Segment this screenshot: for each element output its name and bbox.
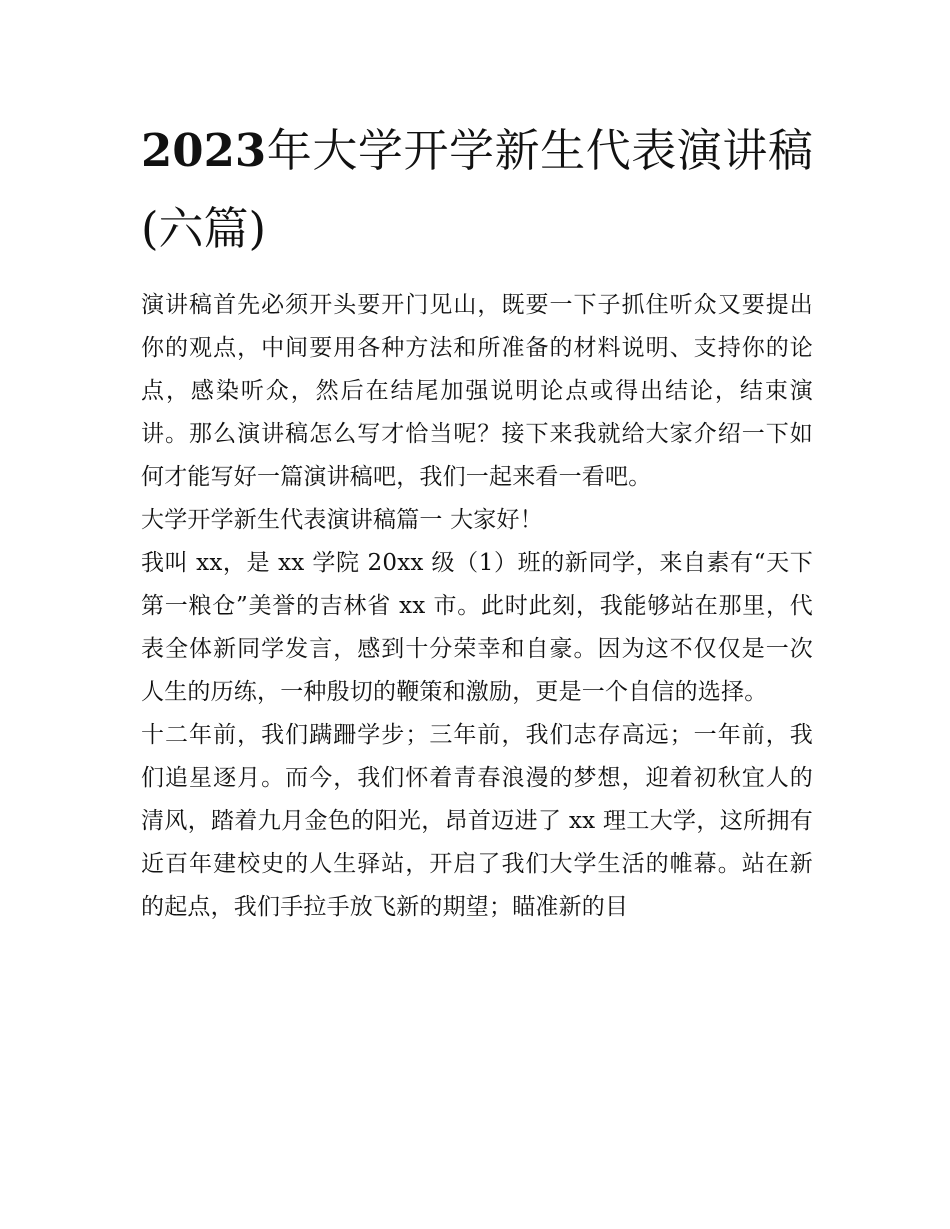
title-text: 年大学开学新生代表演讲稿(六篇)	[141, 124, 813, 255]
paragraph-intro: 演讲稿首先必须开头要开门见山，既要一下子抓住听众又要提出你的观点，中间要用各种方法和所准备的材料说明、支持你的论点，感染听众，然后在结尾加强说明论点或得出结论，结束演讲。那么演讲稿怎么写才恰当呢？接下来我就给大家介绍一下如何才能写好一篇演讲稿吧，我们一起来看一看吧。	[141, 292, 813, 490]
title-year: 2023	[141, 124, 267, 177]
paragraph-section-heading: 大学开学新生代表演讲稿篇一 大家好！	[141, 507, 543, 533]
paragraph-self-introduction: 我叫 xx，是 xx 学院 20xx 级（1）班的新同学，来自素有“天下第一粮仓”美誉的吉林省 xx 市。此时此刻，我能够站在那里，代表全体新同学发言，感到十分荣幸和自豪。因为这不仅仅是一次人生的历练，一种殷切的鞭策和激励，更是一个自信的选择。	[141, 550, 813, 705]
document-content	[141, 112, 813, 929]
paragraph-journey: 十二年前，我们蹒跚学步；三年前，我们志存高远；一年前，我们追星逐月。而今，我们怀着青春浪漫的梦想，迎着初秋宜人的清风，踏着九月金色的阳光，昂首迈进了 xx 理工大学，这所拥有近百年建校史的人生驿站，开启了我们大学生活的帷幕。站在新的起点，我们手拉手放飞新的期望；瞄准新的目	[141, 722, 813, 920]
document-body	[141, 284, 813, 929]
document-title	[141, 112, 813, 268]
